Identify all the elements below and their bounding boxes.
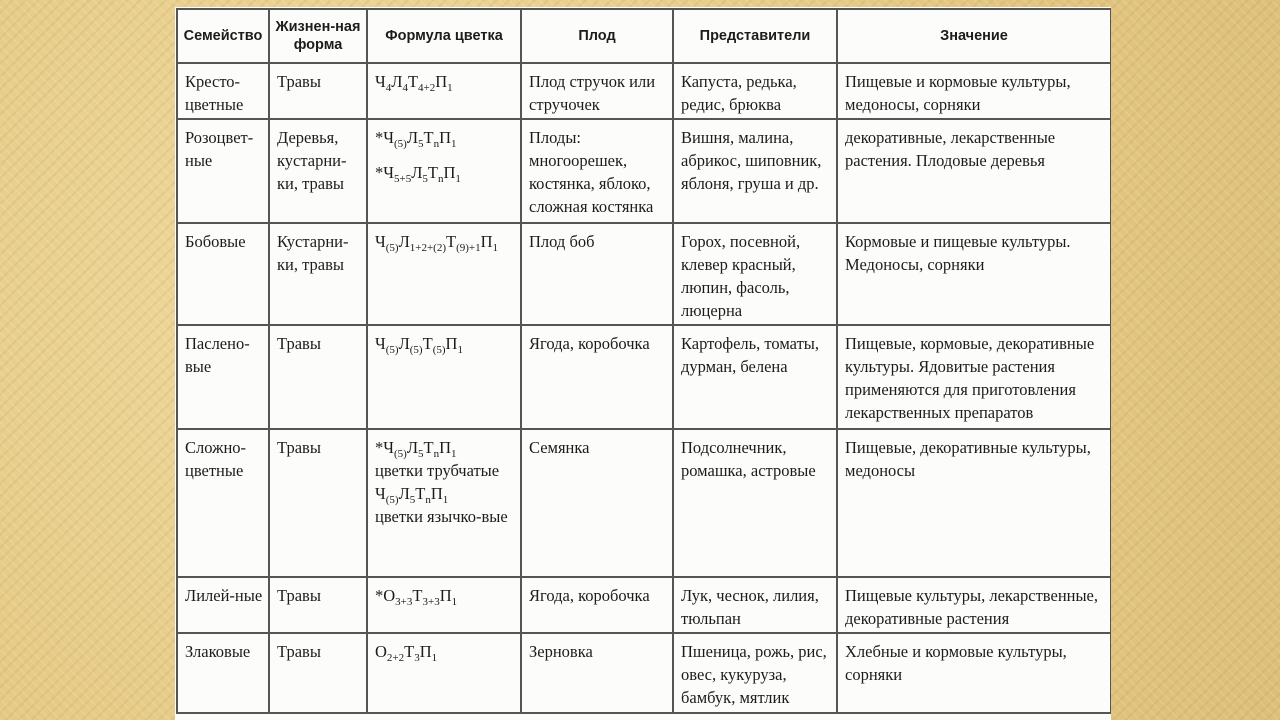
formula-subscript: 4+2	[418, 82, 436, 94]
formula-subscript: 1	[451, 596, 458, 608]
formula-symbol: Т	[404, 642, 415, 661]
formula-symbol: Т	[415, 484, 426, 503]
header-life-form: Жизнен-ная форма	[269, 9, 367, 63]
formula-symbol: Ч	[375, 484, 386, 503]
formula-subscript: 1	[447, 82, 453, 94]
formula-subscript: (5)	[385, 242, 399, 254]
cell-fruit: Плод боб	[521, 223, 673, 325]
formula-subscript: 5	[418, 138, 424, 150]
formula-symbol: Т	[407, 72, 419, 91]
formula-subscript: (9)+1	[456, 242, 481, 254]
flower-formula-line	[375, 230, 515, 253]
formula-symbol: Л	[406, 128, 419, 147]
cell-formula	[367, 119, 521, 223]
formula-symbol: Т	[422, 334, 433, 353]
plant-families-table	[176, 8, 1111, 714]
cell-significance: Кормовые и пищевые культуры. Медоносы, сорняки	[837, 223, 1111, 325]
formula-subscript: 1	[451, 138, 457, 150]
flower-formula-line	[375, 482, 515, 505]
cell-family: Бобовые	[177, 223, 269, 325]
header-representatives: Представители	[673, 9, 837, 63]
formula-subscript: 1	[457, 344, 463, 356]
formula-subscript: 5	[409, 494, 416, 506]
formula-symbol: *Ч	[375, 438, 394, 457]
header-fruit: Плод	[521, 9, 673, 63]
header-family: Семейство	[177, 9, 269, 63]
formula-subscript: (5)	[385, 344, 399, 356]
formula-subscript: 3	[414, 652, 420, 664]
cell-family: Злаковые	[177, 633, 269, 713]
formula-subscript: 5+5	[393, 173, 412, 185]
cell-representatives: Картофель, томаты, дурман, белена	[673, 325, 837, 429]
formula-symbol: П	[439, 128, 452, 147]
formula-symbol: Т	[446, 232, 457, 251]
formula-symbol: П	[480, 232, 493, 251]
formula-subscript: n	[425, 494, 431, 506]
flower-formula-line	[375, 70, 515, 93]
table-row	[177, 577, 1111, 633]
cell-life-form: Травы	[269, 63, 367, 119]
formula-symbol: П	[419, 642, 432, 661]
cell-formula	[367, 633, 521, 713]
cell-family: Паслено-вые	[177, 325, 269, 429]
formula-symbol: П	[430, 484, 443, 503]
flower-formula-line	[375, 640, 515, 663]
formula-subscript: n	[433, 138, 440, 150]
formula-symbol: П	[439, 586, 452, 605]
table-header-row	[177, 9, 1111, 63]
cell-life-form: Травы	[269, 325, 367, 429]
cell-family: Сложно-цветные	[177, 429, 269, 577]
formula-subscript: (5)	[409, 344, 423, 356]
cell-fruit: Зерновка	[521, 633, 673, 713]
formula-symbol: Т	[423, 128, 434, 147]
cell-formula	[367, 63, 521, 119]
formula-symbol: Л	[411, 163, 423, 182]
flower-formula-line	[375, 332, 515, 355]
formula-symbol: Ч	[375, 232, 386, 251]
cell-fruit: Плоды: многоорешек, костянка, яблоко, сложная костянка	[521, 119, 673, 223]
formula-symbol: П	[443, 163, 456, 182]
formula-symbol: Л	[398, 334, 410, 353]
cell-representatives: Горох, посевной, клевер красный, люпин, фасоль, люцерна	[673, 223, 837, 325]
formula-symbol: Л	[398, 484, 410, 503]
formula-subscript: (5)	[393, 138, 407, 150]
formula-subscript: 1	[451, 448, 457, 460]
formula-symbol: О	[375, 642, 387, 661]
formula-subscript: 1+2+(2)	[409, 242, 446, 254]
formula-symbol: Т	[412, 586, 423, 605]
formula-symbol: П	[439, 438, 452, 457]
flower-formula-line	[375, 126, 515, 149]
header-formula: Формула цветка	[367, 9, 521, 63]
formula-subscript: 1	[492, 242, 499, 254]
cell-life-form: Травы	[269, 633, 367, 713]
formula-symbol: П	[435, 72, 448, 91]
cell-significance: декоративные, лекарственные растения. Плодовые деревья	[837, 119, 1111, 223]
formula-subscript: (5)	[432, 344, 446, 356]
cell-significance: Хлебные и кормовые культуры, сорняки	[837, 633, 1111, 713]
formula-subscript: (5)	[393, 448, 407, 460]
table-row	[177, 119, 1111, 223]
cell-formula	[367, 325, 521, 429]
formula-symbol: цветки трубчатые	[375, 461, 500, 480]
cell-representatives: Вишня, малина, абрикос, шиповник, яблоня, груша и др.	[673, 119, 837, 223]
formula-symbol: Т	[427, 163, 438, 182]
formula-symbol: цветки язычко-вые	[375, 507, 508, 526]
cell-formula	[367, 429, 521, 577]
cell-representatives: Лук, чеснок, лилия, тюльпан	[673, 577, 837, 633]
cell-family: Кресто-цветные	[177, 63, 269, 119]
formula-subscript: 4	[385, 82, 392, 94]
cell-formula	[367, 223, 521, 325]
botany-table-page	[175, 7, 1111, 720]
cell-fruit: Плод стручок или стручочек	[521, 63, 673, 119]
flower-formula-line	[375, 505, 515, 528]
cell-life-form: Травы	[269, 429, 367, 577]
formula-subscript: 1	[442, 494, 449, 506]
cell-significance: Пищевые культуры, лекарственные, декоративные растения	[837, 577, 1111, 633]
formula-subscript: (5)	[385, 494, 399, 506]
flower-formula-line	[375, 436, 515, 459]
formula-symbol: *Ч	[375, 128, 394, 147]
cell-significance: Пищевые, кормовые, декоративные культуры. Ядовитые растения применяются для приготовления лекарственных препаратов	[837, 325, 1111, 429]
formula-symbol: *О	[375, 586, 396, 605]
formula-subscript: 1	[455, 173, 461, 185]
formula-subscript: 5	[422, 173, 428, 185]
flower-formula-line	[375, 161, 515, 184]
formula-subscript: 1	[431, 652, 438, 664]
formula-subscript: n	[438, 173, 444, 185]
formula-subscript: n	[433, 448, 440, 460]
header-significance: Значение	[837, 9, 1111, 63]
cell-life-form: Деревья, кустарни-ки, травы	[269, 119, 367, 223]
formula-symbol: *Ч	[375, 163, 394, 182]
cell-fruit: Семянка	[521, 429, 673, 577]
flower-formula-line	[375, 584, 515, 607]
cell-significance: Пищевые, декоративные культуры, медоносы	[837, 429, 1111, 577]
cell-formula	[367, 577, 521, 633]
flower-formula-line	[375, 459, 515, 482]
cell-fruit: Ягода, коробочка	[521, 325, 673, 429]
formula-subscript: 2+2	[386, 652, 405, 664]
formula-subscript: 5	[418, 448, 424, 460]
formula-subscript: 4	[402, 82, 408, 94]
table-row	[177, 63, 1111, 119]
cell-life-form: Травы	[269, 577, 367, 633]
formula-symbol: Ч	[375, 72, 386, 91]
cell-life-form: Кустарни-ки, травы	[269, 223, 367, 325]
table-row	[177, 325, 1111, 429]
formula-symbol: П	[445, 334, 458, 353]
formula-symbol: Л	[391, 72, 403, 91]
formula-symbol: Л	[406, 438, 419, 457]
formula-subscript: 3+3	[422, 596, 440, 608]
cell-fruit: Ягода, коробочка	[521, 577, 673, 633]
formula-symbol: Л	[398, 232, 410, 251]
cell-family: Лилей-ные	[177, 577, 269, 633]
table-row	[177, 633, 1111, 713]
cell-representatives: Подсолнечник, ромашка, астровые	[673, 429, 837, 577]
cell-family: Розоцвет-ные	[177, 119, 269, 223]
cell-representatives: Капуста, редька, редис, брюква	[673, 63, 837, 119]
formula-subscript: 3+3	[395, 596, 413, 608]
cell-representatives: Пшеница, рожь, рис, овес, кукуруза, бамбук, мятлик	[673, 633, 837, 713]
formula-symbol: Т	[423, 438, 434, 457]
cell-significance: Пищевые и кормовые культуры, медоносы, сорняки	[837, 63, 1111, 119]
table-row	[177, 429, 1111, 577]
formula-symbol: Ч	[375, 334, 386, 353]
table-row	[177, 223, 1111, 325]
